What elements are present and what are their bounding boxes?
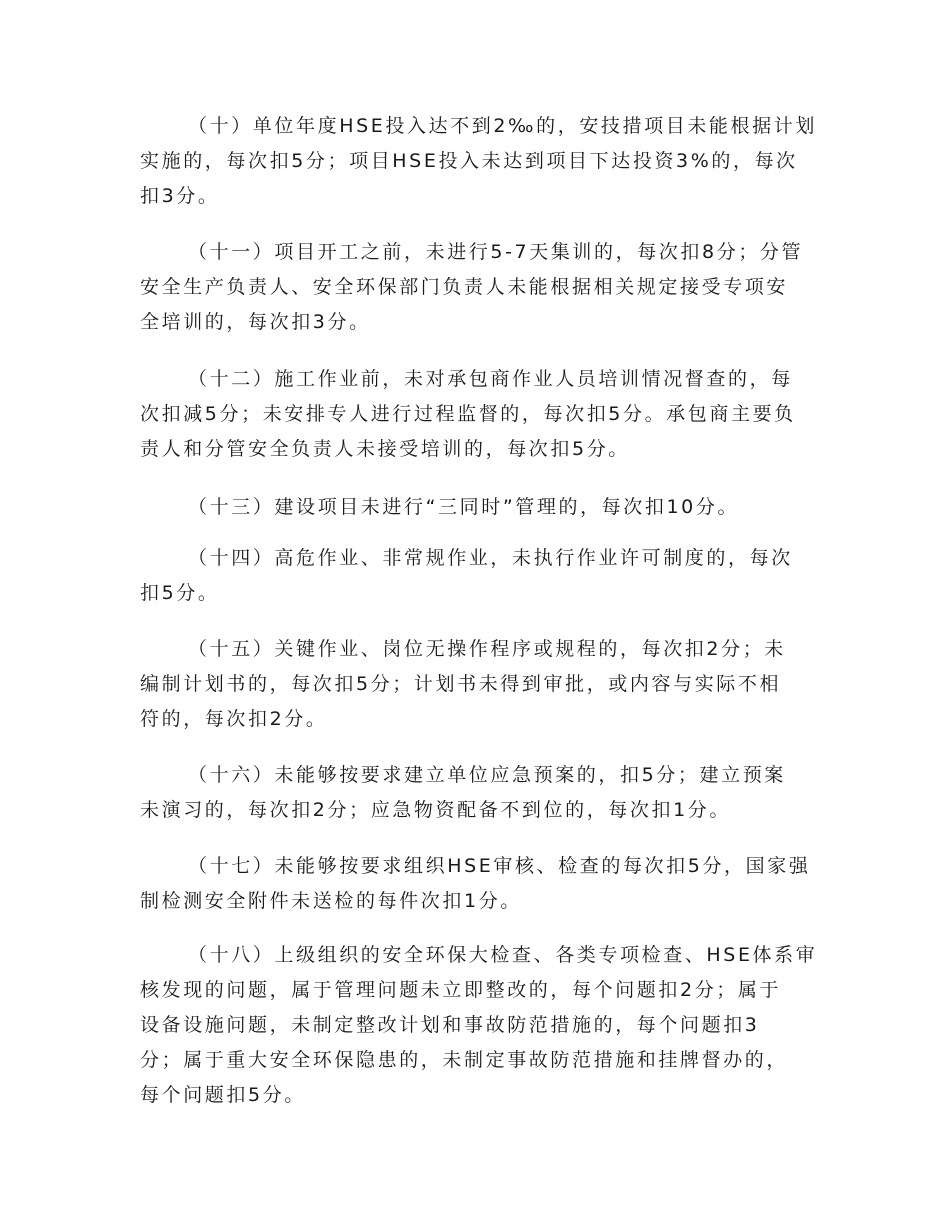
text-line: 每个问题扣5分。 bbox=[140, 1084, 306, 1106]
text-line: （十六）未能够按要求建立单位应急预案的，扣5分；建立预案 bbox=[188, 764, 786, 786]
text-line: 设备设施问题，未制定整改计划和事故防范措施的，每个问题扣3 bbox=[140, 1014, 760, 1036]
text-line: 核发现的问题，属于管理问题未立即整改的，每个问题扣2分；属于 bbox=[140, 979, 782, 1001]
paragraph-item-10 bbox=[140, 109, 820, 214]
paragraph-item-13 bbox=[140, 490, 820, 525]
text-line: 次扣减5分；未安排专人进行过程监督的，每次扣5分。承包商主要负 bbox=[140, 403, 796, 425]
text-line: （十）单位年度HSE投入达不到2‰的，安技措项目未能根据计划 bbox=[188, 115, 817, 137]
text-line: （十三）建设项目未进行“三同时”管理的，每次扣10分。 bbox=[188, 496, 740, 518]
text-line: 责人和分管安全负责人未接受培训的，每次扣5分。 bbox=[140, 438, 630, 460]
text-line: 扣5分。 bbox=[140, 582, 220, 604]
text-line: （十七）未能够按要求组织HSE审核、检查的每次扣5分，国家强 bbox=[188, 855, 811, 877]
text-line: （十二）施工作业前，未对承包商作业人员培训情况督查的，每 bbox=[188, 368, 793, 390]
paragraph-item-11 bbox=[140, 235, 820, 340]
text-line: （十五）关键作业、岗位无操作程序或规程的，每次扣2分；未 bbox=[188, 638, 786, 660]
text-line: （十四）高危作业、非常规作业，未执行作业许可制度的，每次 bbox=[188, 547, 793, 569]
paragraph-item-12 bbox=[140, 362, 820, 467]
text-line: 实施的，每次扣5分；项目HSE投入未达到项目下达投资3%的，每次 bbox=[140, 150, 798, 172]
text-line: 符的，每次扣2分。 bbox=[140, 708, 328, 730]
text-line: （十八）上级组织的安全环保大检查、各类专项检查、HSE体系审 bbox=[188, 944, 818, 966]
text-line: 安全生产负责人、安全环保部门负责人未能根据相关规定接受专项安 bbox=[140, 276, 789, 298]
text-line: 制检测安全附件未送检的每件次扣1分。 bbox=[140, 890, 522, 912]
paragraph-item-18 bbox=[140, 938, 820, 1113]
text-line: 未演习的，每次扣2分；应急物资配备不到位的，每次扣1分。 bbox=[140, 799, 731, 821]
text-line: （十一）项目开工之前，未进行5-7天集训的，每次扣8分；分管 bbox=[188, 241, 804, 263]
text-line: 全培训的，每次扣3分。 bbox=[140, 311, 371, 333]
paragraph-item-15 bbox=[140, 632, 820, 737]
paragraph-item-14 bbox=[140, 541, 820, 611]
text-line: 分；属于重大安全环保隐患的，未制定事故防范措施和挂牌督办的， bbox=[140, 1049, 789, 1071]
text-line: 编制计划书的，每次扣5分；计划书未得到审批，或内容与实际不相 bbox=[140, 673, 782, 695]
text-line: 扣3分。 bbox=[140, 185, 220, 207]
paragraph-item-16 bbox=[140, 758, 820, 828]
paragraph-item-17 bbox=[140, 849, 820, 919]
